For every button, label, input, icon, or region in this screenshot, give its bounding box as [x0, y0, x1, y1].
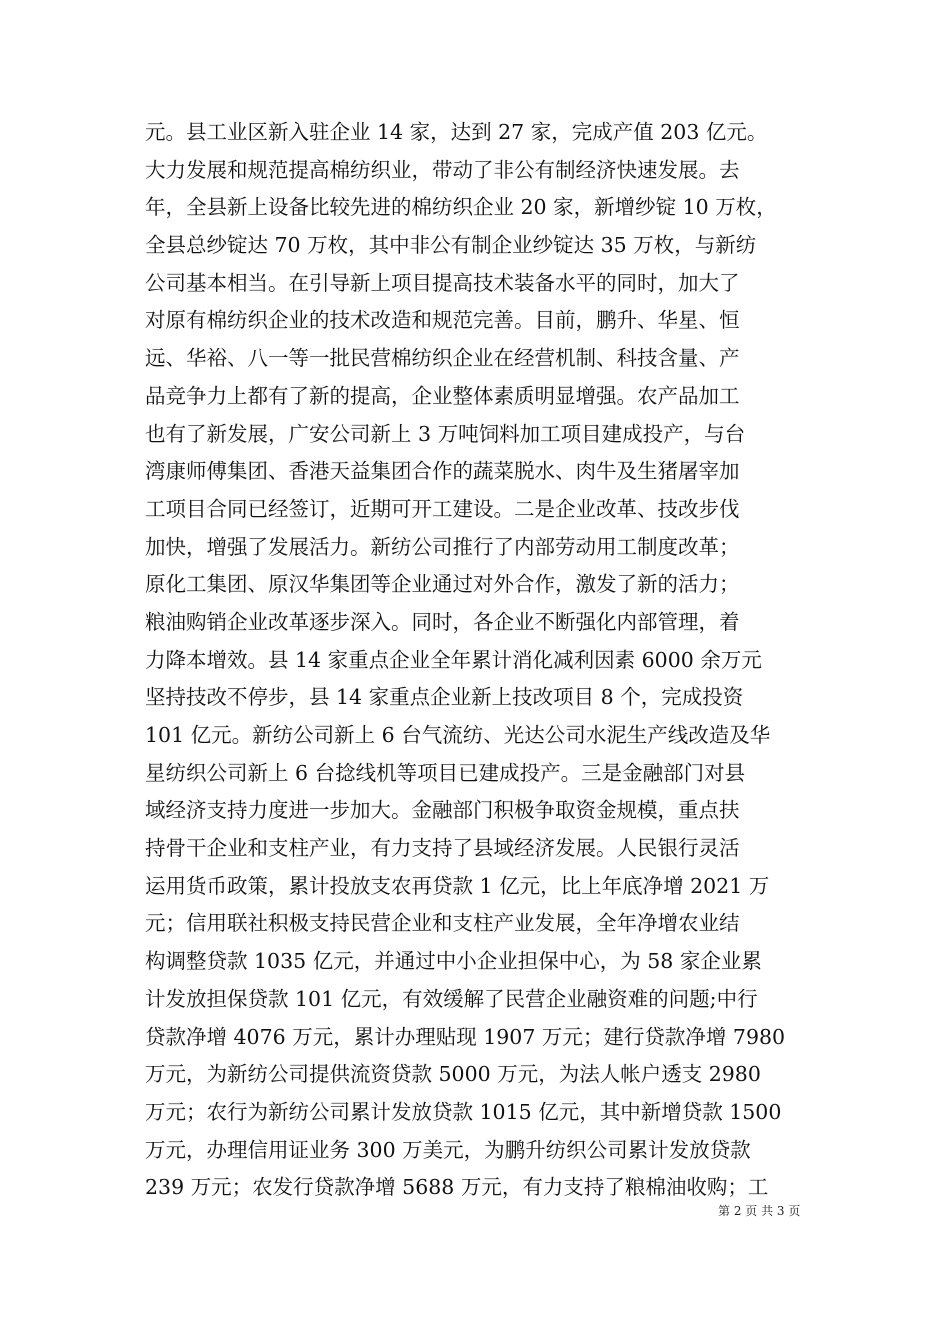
text-line: 万元，为新纺公司提供流资贷款 5000 万元，为法人帐户透支 2980: [145, 1062, 761, 1087]
text-line: 构调整贷款 1035 亿元，并通过中小企业担保中心，为 58 家企业累: [145, 949, 762, 974]
text-line: 万元；农行为新纺公司累计发放贷款 1015 亿元，其中新增贷款 1500: [145, 1099, 782, 1124]
text-line: 239 万元；农发行贷款净增 5688 万元，有力支持了粮棉油收购；工: [145, 1175, 769, 1200]
text-line: 也有了新发展，广安公司新上 3 万吨饲料加工项目建成投产，与台: [145, 421, 746, 446]
text-line: 计发放担保贷款 101 亿元，有效缓解了民营企业融资难的问题;中行: [145, 986, 758, 1011]
text-line: 湾康师傅集团、香港天益集团合作的蔬菜脱水、肉牛及生猪屠宰加: [145, 459, 740, 484]
text-line: 品竞争力上都有了新的提高，企业整体素质明显增强。农产品加工: [145, 383, 740, 408]
text-line: 星纺织公司新上 6 台捻线机等项目已建成投产。三是金融部门对县: [145, 760, 746, 785]
text-line: 加快，增强了发展活力。新纺公司推行了内部劳动用工制度改革；: [145, 534, 740, 559]
text-line: 远、华裕、八一等一批民营棉纺织企业在经营机制、科技含量、产: [145, 346, 740, 371]
text-line: 大力发展和规范提高棉纺织业，带动了非公有制经济快速发展。去: [145, 157, 740, 182]
text-line: 年，全县新上设备比较先进的棉纺织企业 20 家，新增纱锭 10 万枚，: [145, 195, 777, 220]
text-line: 对原有棉纺织企业的技术改造和规范完善。目前，鹏升、华星、恒: [145, 308, 740, 333]
text-line: 贷款净增 4076 万元，累计办理贴现 1907 万元；建行贷款净增 7980: [145, 1024, 786, 1049]
text-line: 运用货币政策，累计投放支农再贷款 1 亿元，比上年底净增 2021 万: [145, 873, 770, 898]
text-line: 万元，办理信用证业务 300 万美元，为鹏升纺织公司累计发放贷款: [145, 1137, 751, 1162]
text-line: 坚持技改不停步，县 14 家重点企业新上技改项目 8 个，完成投资: [145, 685, 744, 710]
text-line: 粮油购销企业改革逐步深入。同时，各企业不断强化内部管理，着: [145, 609, 740, 634]
text-line: 持骨干企业和支柱产业，有力支持了县域经济发展。人民银行灵活: [145, 836, 740, 861]
text-line: 元；信用联社积极支持民营企业和支柱产业发展，全年净增农业结: [145, 911, 740, 936]
text-line: 域经济支持力度进一步加大。金融部门积极争取资金规模，重点扶: [145, 798, 740, 823]
text-line: 公司基本相当。在引导新上项目提高技术装备水平的同时，加大了: [145, 270, 740, 295]
text-line: 力降本增效。县 14 家重点企业全年累计消化减利因素 6000 余万元: [145, 647, 762, 672]
page-number: 第 2 页 共 3 页: [718, 1204, 801, 1218]
text-line: 工项目合同已经签订，近期可开工建设。二是企业改革、技改步伐: [145, 496, 740, 521]
text-line: 元。县工业区新入驻企业 14 家，达到 27 家，完成产值 203 亿元。: [145, 120, 768, 144]
text-line: 101 亿元。新纺公司新上 6 台气流纺、光达公司水泥生产线改造及华: [145, 723, 771, 747]
text-line: 原化工集团、原汉华集团等企业通过对外合作，激发了新的活力；: [145, 572, 740, 597]
text-line: 全县总纱锭达 70 万枚，其中非公有制企业纱锭达 35 万枚，与新纺: [145, 233, 757, 258]
body-paragraph: [145, 114, 815, 1207]
